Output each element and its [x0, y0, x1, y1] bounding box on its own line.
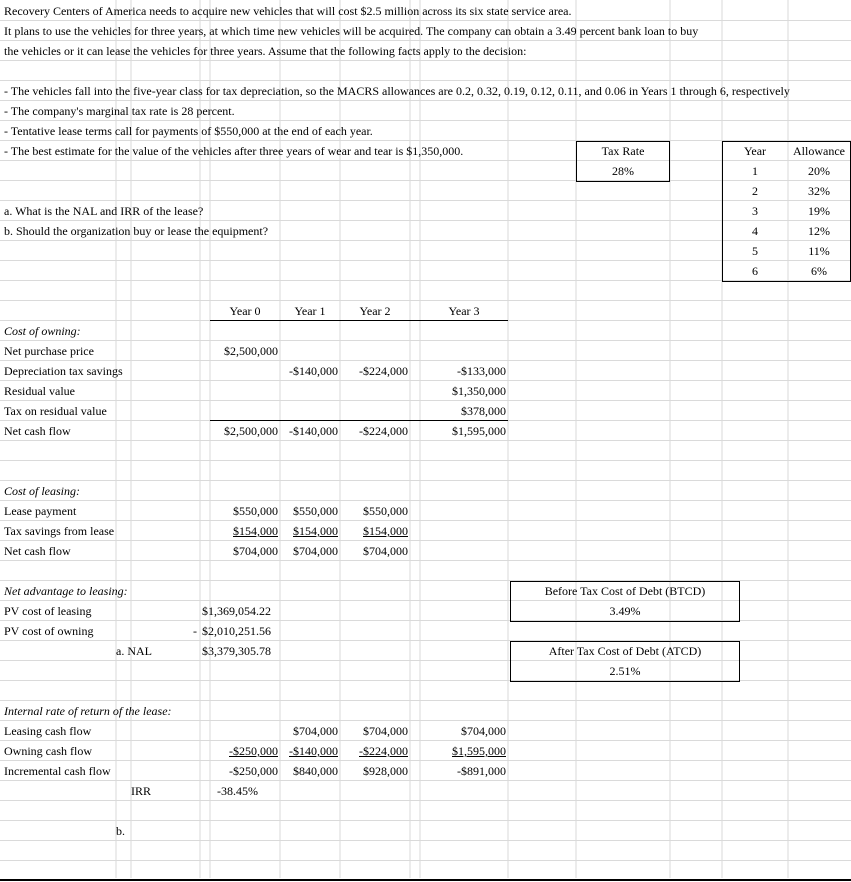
incremental-cf-y3[interactable]: -$891,000: [457, 764, 506, 778]
nal-label: a. NAL: [116, 644, 152, 658]
net-purchase-price-y0[interactable]: $2,500,000: [224, 344, 278, 358]
sheet-bottom-border: [0, 879, 851, 881]
leasing-ncf-y0[interactable]: $704,000: [233, 544, 278, 558]
owning-cf-y2[interactable]: -$224,000: [359, 744, 408, 758]
pv-leasing-value[interactable]: $1,369,054.22: [202, 604, 271, 618]
irr-value[interactable]: -38.45%: [217, 784, 258, 798]
residual-value-label: Residual value: [4, 384, 75, 398]
owning-ncf-y1[interactable]: -$140,000: [289, 424, 338, 438]
macrs-year-cell: 1: [752, 164, 758, 178]
owning-ncf-y0[interactable]: $2,500,000: [224, 424, 278, 438]
pv-owning-prefix: -: [193, 624, 197, 638]
macrs-allowance-header: Allowance: [793, 144, 845, 158]
macrs-allowance-cell[interactable]: 6%: [811, 264, 827, 278]
fact-line-1: - The vehicles fall into the five-year class for tax depreciation, so the MACRS allowances are 0.2, 0.32, 0.19, 0.12, 0.11, and 0.06 in Years 1 through 6, respectively: [4, 84, 790, 98]
macrs-year-header: Year: [743, 144, 767, 158]
lease-payment-label: Lease payment: [4, 504, 77, 518]
incremental-cf-label: Incremental cash flow: [4, 764, 111, 778]
leasing-cf-label: Leasing cash flow: [4, 724, 92, 738]
macrs-allowance-cell[interactable]: 32%: [808, 184, 830, 198]
intro-line-2: It plans to use the vehicles for three years, at which time new vehicles will be acquired. The company can obtain a 3.49 percent bank loan to buy: [4, 24, 699, 38]
macrs-year-cell: 2: [752, 184, 758, 198]
btcd-value[interactable]: 3.49%: [609, 604, 641, 618]
tax-rate-label: Tax Rate: [601, 144, 645, 158]
tax-on-residual-label: Tax on residual value: [4, 404, 107, 418]
leasing-title: Cost of leasing:: [4, 484, 81, 498]
year-header-underline: [210, 320, 508, 321]
leasing-cf-y3[interactable]: $704,000: [461, 724, 506, 738]
incremental-cf-y0[interactable]: -$250,000: [229, 764, 278, 778]
fact-line-3: - Tentative lease terms call for payments of $550,000 at the end of each year.: [4, 124, 373, 138]
intro-line-1: Recovery Centers of America needs to acquire new vehicles that will cost $2.5 million across its six state service area.: [4, 4, 572, 18]
net-purchase-price-label: Net purchase price: [4, 344, 94, 358]
dep-tax-savings-y2[interactable]: -$224,000: [359, 364, 408, 378]
tax-savings-lease-y1[interactable]: $154,000: [293, 524, 338, 538]
lease-payment-y2[interactable]: $550,000: [363, 504, 408, 518]
owning-cf-y1[interactable]: -$140,000: [289, 744, 338, 758]
pv-leasing-label: PV cost of leasing: [4, 604, 92, 618]
owning-ncf-y3[interactable]: $1,595,000: [452, 424, 506, 438]
macrs-allowance-cell[interactable]: 20%: [808, 164, 830, 178]
owning-cf-label: Owning cash flow: [4, 744, 92, 758]
macrs-year-cell: 6: [752, 264, 758, 278]
year-0-header: Year 0: [229, 304, 261, 318]
pv-owning-label: PV cost of owning: [4, 624, 94, 638]
nal-title: Net advantage to leasing:: [4, 584, 128, 598]
tax-savings-lease-y0[interactable]: $154,000: [233, 524, 278, 538]
btcd-label: Before Tax Cost of Debt (BTCD): [544, 584, 706, 598]
macrs-allowance-cell[interactable]: 12%: [808, 224, 830, 238]
dep-tax-savings-label: Depreciation tax savings: [4, 364, 123, 378]
atcd-value[interactable]: 2.51%: [609, 664, 641, 678]
owning-cf-y0[interactable]: -$250,000: [229, 744, 278, 758]
macrs-year-cell: 4: [752, 224, 758, 238]
lease-payment-y0[interactable]: $550,000: [233, 504, 278, 518]
answer-b-label: b.: [116, 824, 125, 838]
leasing-cf-y1[interactable]: $704,000: [293, 724, 338, 738]
owning-net-cash-flow-label: Net cash flow: [4, 424, 71, 438]
incremental-cf-y2[interactable]: $928,000: [363, 764, 408, 778]
fact-line-4: - The best estimate for the value of the vehicles after three years of wear and tear is $1,350,000.: [4, 144, 464, 158]
owning-title: Cost of owning:: [4, 324, 81, 338]
atcd-label: After Tax Cost of Debt (ATCD): [548, 644, 702, 658]
leasing-cf-y2[interactable]: $704,000: [363, 724, 408, 738]
macrs-year-cell: 5: [752, 244, 758, 258]
question-a: a. What is the NAL and IRR of the lease?: [4, 204, 204, 218]
incremental-cf-y1[interactable]: $840,000: [293, 764, 338, 778]
fact-line-2: - The company's marginal tax rate is 28 percent.: [4, 104, 235, 118]
irr-title: Internal rate of return of the lease:: [4, 704, 172, 718]
intro-line-3: the vehicles or it can lease the vehicles for three years. Assume that the following facts apply to the decision:: [4, 44, 527, 58]
year-1-header: Year 1: [294, 304, 326, 318]
leasing-ncf-y2[interactable]: $704,000: [363, 544, 408, 558]
year-2-header: Year 2: [359, 304, 391, 318]
year-3-header: Year 3: [448, 304, 480, 318]
residual-value-y3[interactable]: $1,350,000: [452, 384, 506, 398]
tax-rate-value[interactable]: 28%: [612, 164, 634, 178]
tax-savings-lease-label: Tax savings from lease: [4, 524, 115, 538]
owning-cf-y3[interactable]: $1,595,000: [452, 744, 506, 758]
macrs-allowance-cell[interactable]: 11%: [808, 244, 830, 258]
macrs-year-cell: 3: [752, 204, 758, 218]
tax-on-residual-y3[interactable]: $378,000: [461, 404, 506, 418]
macrs-allowance-cell[interactable]: 19%: [808, 204, 830, 218]
question-b: b. Should the organization buy or lease the equipment?: [4, 224, 269, 238]
leasing-net-cash-flow-label: Net cash flow: [4, 544, 71, 558]
lease-payment-y1[interactable]: $550,000: [293, 504, 338, 518]
nal-value[interactable]: $3,379,305.78: [202, 644, 271, 658]
leasing-ncf-y1[interactable]: $704,000: [293, 544, 338, 558]
pv-owning-value[interactable]: $2,010,251.56: [202, 624, 271, 638]
irr-label: IRR: [131, 784, 152, 798]
dep-tax-savings-y3[interactable]: -$133,000: [457, 364, 506, 378]
dep-tax-savings-y1[interactable]: -$140,000: [289, 364, 338, 378]
owning-ncf-y2[interactable]: -$224,000: [359, 424, 408, 438]
tax-savings-lease-y2[interactable]: $154,000: [363, 524, 408, 538]
